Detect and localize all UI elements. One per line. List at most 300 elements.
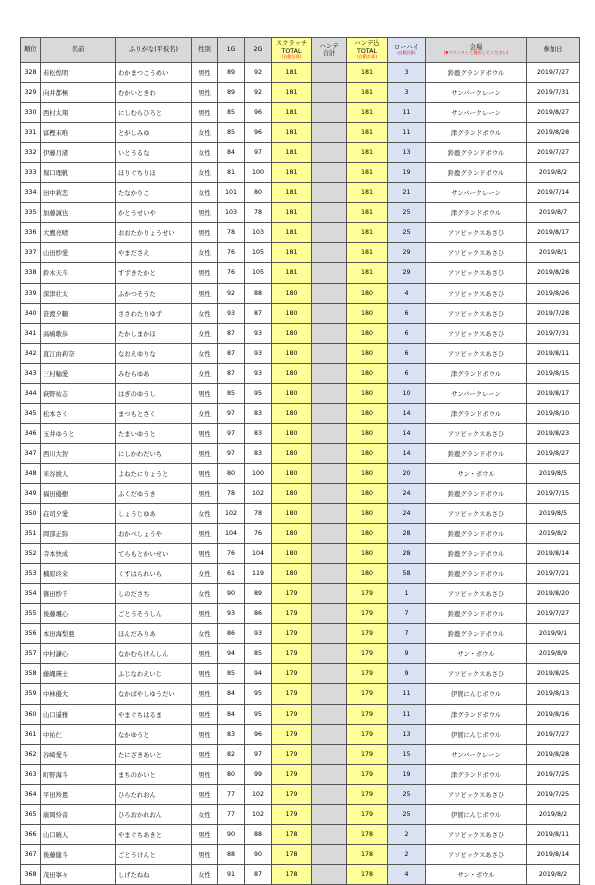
header-lowhigh-label: ローハイ [394,44,419,52]
cell-name: 寺本快成 [41,544,116,564]
cell-gender: 男性 [192,724,218,744]
cell-handicap-total [312,263,347,283]
cell-gender: 男性 [192,664,218,684]
cell-name: 向井都極 [41,83,116,103]
cell-lowhigh: 2 [388,844,426,864]
cell-lowhigh: 11 [388,123,426,143]
cell-handicap-total [312,684,347,704]
cell-scratch-total: 179 [272,584,312,604]
cell-gender: 男性 [192,203,218,223]
cell-gender: 男性 [192,764,218,784]
cell-handicap-total [312,784,347,804]
cell-2g: 93 [245,323,272,343]
header-venue-label: 会場 [469,43,483,51]
table-row [21,744,580,764]
cell-2g: 76 [245,524,272,544]
cell-scratch-total: 181 [272,103,312,123]
cell-rank: 341 [21,323,41,343]
cell-venue[interactable]: アソビックスあさひ [426,343,527,363]
cell-name: 楠原玲来 [41,564,116,584]
table-row [21,163,580,183]
cell-handicap-included-total: 180 [347,303,388,323]
cell-1g: 101 [218,183,245,203]
cell-1g: 80 [218,764,245,784]
cell-gender: 女性 [192,183,218,203]
cell-rank: 342 [21,343,41,363]
cell-2g: 78 [245,203,272,223]
cell-venue[interactable]: 鈴鹿グランドボウル [426,624,527,644]
cell-scratch-total: 180 [272,363,312,383]
table-row [21,604,580,624]
cell-venue[interactable]: サン・ボウル [426,864,527,884]
cell-1g: 83 [218,724,245,744]
header-date: 参加日 [527,38,580,63]
cell-venue[interactable]: サンバークレーン [426,383,527,403]
cell-venue[interactable]: 鈴鹿グランドボウル [426,564,527,584]
table-row [21,564,580,584]
cell-scratch-total: 180 [272,323,312,343]
cell-scratch-total: 179 [272,804,312,824]
cell-rank: 348 [21,463,41,483]
cell-venue[interactable]: 鈴鹿グランドボウル [426,143,527,163]
table-row [21,303,580,323]
cell-1g: 78 [218,483,245,503]
header-name: 名前 [41,38,116,63]
cell-venue[interactable]: サン・ボウル [426,463,527,483]
cell-rank: 328 [21,63,41,83]
cell-date: 2019/7/27 [527,604,580,624]
cell-2g: 96 [245,123,272,143]
cell-venue[interactable]: アソビックスあさひ [426,283,527,303]
cell-date: 2019/8/17 [527,383,580,403]
table-row [21,864,580,884]
cell-2g: 95 [245,704,272,724]
cell-furigana: ふじなわえいじ [116,664,192,684]
header-furigana: ふりがな(平仮名) [116,38,192,63]
cell-venue[interactable]: アソビックスあさひ [426,323,527,343]
cell-date: 2019/8/11 [527,343,580,363]
cell-venue[interactable]: 津グランドボウル [426,203,527,223]
cell-venue[interactable]: アソビックスあさひ [426,784,527,804]
cell-venue[interactable]: 津グランドボウル [426,764,527,784]
cell-name: 三村輸愛 [41,363,116,383]
cell-gender: 男性 [192,463,218,483]
cell-2g: 96 [245,724,272,744]
cell-handicap-included-total: 180 [347,463,388,483]
cell-furigana: むかいときわ [116,83,192,103]
cell-handicap-included-total: 180 [347,483,388,503]
cell-venue[interactable]: サンバークレーン [426,183,527,203]
cell-venue[interactable]: 鈴鹿グランドボウル [426,483,527,503]
cell-venue[interactable]: アソビックスあさひ [426,504,527,524]
cell-venue[interactable]: アソビックスあさひ [426,303,527,323]
cell-name: 中祐仁 [41,724,116,744]
cell-1g: 85 [218,383,245,403]
cell-gender: 女性 [192,584,218,604]
cell-furigana: ごとうそうしん [116,604,192,624]
cell-rank: 354 [21,584,41,604]
cell-name: 加藤誠也 [41,203,116,223]
cell-1g: 77 [218,804,245,824]
cell-date: 2019/8/25 [527,664,580,684]
cell-furigana: まつもとさく [116,403,192,423]
cell-venue[interactable]: アソビックスあさひ [426,664,527,684]
table-row [21,223,580,243]
cell-scratch-total: 180 [272,303,312,323]
cell-rank: 349 [21,483,41,503]
cell-2g: 93 [245,363,272,383]
cell-gender: 男性 [192,283,218,303]
cell-rank: 347 [21,443,41,463]
cell-venue[interactable]: 伊賀にんじボウル [426,804,527,824]
table-row [21,383,580,403]
cell-venue[interactable]: アソビックスあさひ [426,223,527,243]
cell-venue[interactable]: アソビックスあさひ [426,824,527,844]
cell-handicap-total [312,824,347,844]
cell-name: 山口暁人 [41,824,116,844]
cell-rank: 335 [21,203,41,223]
cell-furigana: ひらたれおん [116,784,192,804]
cell-handicap-total [312,123,347,143]
cell-rank: 363 [21,764,41,784]
cell-date: 2019/7/28 [527,303,580,323]
cell-gender: 女性 [192,403,218,423]
cell-furigana: なかむらけんしん [116,644,192,664]
cell-2g: 92 [245,83,272,103]
cell-gender: 男性 [192,684,218,704]
table-row [21,363,580,383]
cell-1g: 97 [218,443,245,463]
cell-handicap-included-total: 179 [347,764,388,784]
cell-rank: 351 [21,524,41,544]
cell-2g: 83 [245,423,272,443]
cell-2g: 93 [245,624,272,644]
header-gender: 性別 [192,38,218,63]
cell-handicap-included-total: 180 [347,504,388,524]
cell-name: 直江由莉奈 [41,343,116,363]
cell-2g: 105 [245,243,272,263]
cell-date: 2019/8/20 [527,584,580,604]
cell-1g: 85 [218,103,245,123]
cell-handicap-total [312,363,347,383]
cell-venue[interactable]: 津グランドボウル [426,123,527,143]
cell-date: 2019/7/21 [527,564,580,584]
cell-venue[interactable]: アソビックスあさひ [426,844,527,864]
cell-handicap-total [312,584,347,604]
cell-handicap-included-total: 180 [347,443,388,463]
cell-rank: 366 [21,824,41,844]
cell-1g: 97 [218,403,245,423]
table-row [21,544,580,564]
cell-1g: 89 [218,63,245,83]
cell-scratch-total: 181 [272,143,312,163]
cell-venue[interactable]: 鈴鹿グランドボウル [426,604,527,624]
cell-scratch-total: 180 [272,564,312,584]
cell-rank: 350 [21,504,41,524]
cell-scratch-total: 179 [272,704,312,724]
cell-date: 2019/8/14 [527,844,580,864]
cell-handicap-included-total: 181 [347,243,388,263]
table-row [21,504,580,524]
cell-venue[interactable]: 鈴鹿グランドボウル [426,163,527,183]
cell-handicap-total [312,183,347,203]
cell-venue[interactable]: 津グランドボウル [426,403,527,423]
cell-name: 平田羚恩 [41,784,116,804]
cell-rank: 346 [21,423,41,443]
cell-name: 笹渡夕鶴 [41,303,116,323]
cell-furigana: なかゆうと [116,724,192,744]
cell-furigana: ほんだみりあ [116,624,192,644]
cell-1g: 84 [218,143,245,163]
table-row [21,103,580,123]
cell-handicap-included-total: 179 [347,584,388,604]
cell-1g: 87 [218,343,245,363]
cell-1g: 85 [218,123,245,143]
cell-1g: 61 [218,564,245,584]
cell-gender: 男性 [192,644,218,664]
cell-1g: 104 [218,524,245,544]
header-handicap-sum-label: 合計 [322,50,336,57]
cell-gender: 男性 [192,263,218,283]
cell-2g: 88 [245,824,272,844]
cell-venue[interactable]: 伊賀にんじボウル [426,684,527,704]
cell-2g: 83 [245,403,272,423]
cell-handicap-total [312,63,347,83]
cell-handicap-total [312,443,347,463]
cell-1g: 88 [218,844,245,864]
header-2g: 2G [245,38,272,63]
cell-handicap-included-total: 181 [347,103,388,123]
table-row [21,844,580,864]
cell-date: 2019/8/14 [527,544,580,564]
cell-2g: 86 [245,604,272,624]
cell-handicap-total [312,203,347,223]
cell-name: 山口遥雅 [41,704,116,724]
cell-handicap-total [312,644,347,664]
cell-2g: 96 [245,103,272,123]
cell-scratch-total: 180 [272,504,312,524]
cell-venue[interactable]: サンバークレーン [426,103,527,123]
cell-rank: 329 [21,83,41,103]
cell-1g: 76 [218,243,245,263]
cell-furigana: たなかりこ [116,183,192,203]
cell-venue[interactable]: 鈴鹿グランドボウル [426,443,527,463]
cell-date: 2019/7/31 [527,323,580,343]
cell-venue[interactable]: アソビックスあさひ [426,423,527,443]
cell-handicap-total [312,483,347,503]
cell-2g: 88 [245,283,272,303]
cell-2g: 94 [245,664,272,684]
header-venue [426,38,527,63]
cell-name: 後藤颯心 [41,604,116,624]
cell-handicap-included-total: 179 [347,724,388,744]
cell-scratch-total: 179 [272,644,312,664]
cell-handicap-total [312,283,347,303]
cell-gender: 男性 [192,784,218,804]
cell-lowhigh: 24 [388,504,426,524]
cell-venue[interactable]: サンバークレーン [426,83,527,103]
cell-rank: 336 [21,223,41,243]
cell-handicap-total [312,524,347,544]
cell-venue[interactable]: 津グランドボウル [426,704,527,724]
cell-furigana: にしかわだいち [116,443,192,463]
cell-date: 2019/8/10 [527,403,580,423]
cell-date: 2019/8/2 [527,864,580,884]
cell-1g: 90 [218,584,245,604]
cell-name: 篠田紗千 [41,584,116,604]
cell-rank: 358 [21,664,41,684]
cell-rank: 368 [21,864,41,884]
cell-date: 2019/8/2 [527,163,580,183]
cell-date: 2019/8/5 [527,463,580,483]
cell-date: 2019/8/28 [527,263,580,283]
cell-rank: 345 [21,403,41,423]
cell-name: 福田優樹 [41,483,116,503]
cell-furigana: たにざきあいと [116,744,192,764]
cell-scratch-total: 180 [272,524,312,544]
cell-2g: 78 [245,504,272,524]
cell-gender: 男性 [192,63,218,83]
cell-handicap-total [312,624,347,644]
cell-scratch-total: 181 [272,223,312,243]
cell-handicap-total [312,163,347,183]
cell-gender: 男性 [192,704,218,724]
cell-venue[interactable]: 鈴鹿グランドボウル [426,544,527,564]
cell-venue[interactable]: サン・ボウル [426,644,527,664]
cell-1g: 90 [218,824,245,844]
table-row [21,83,580,103]
cell-handicap-total [312,383,347,403]
cell-lowhigh: 19 [388,163,426,183]
cell-handicap-total [312,564,347,584]
cell-lowhigh: 1 [388,584,426,604]
cell-lowhigh: 4 [388,283,426,303]
cell-handicap-included-total: 181 [347,63,388,83]
cell-gender: 男性 [192,524,218,544]
table-row [21,143,580,163]
cell-2g: 85 [245,644,272,664]
cell-scratch-total: 180 [272,383,312,403]
cell-1g: 84 [218,704,245,724]
cell-scratch-total: 180 [272,483,312,503]
cell-venue[interactable]: アソビックスあさひ [426,263,527,283]
cell-venue[interactable]: 伊賀にんじボウル [426,724,527,744]
cell-lowhigh: 25 [388,203,426,223]
cell-scratch-total: 179 [272,684,312,704]
cell-handicap-total [312,423,347,443]
cell-handicap-total [312,303,347,323]
cell-handicap-total [312,343,347,363]
cell-1g: 93 [218,303,245,323]
header-scratch-label: スクラッチ [275,40,308,48]
cell-1g: 78 [218,223,245,243]
cell-lowhigh: 28 [388,544,426,564]
cell-lowhigh: 15 [388,744,426,764]
cell-rank: 367 [21,844,41,864]
cell-2g: 89 [245,584,272,604]
cell-gender: 男性 [192,483,218,503]
cell-gender: 女性 [192,564,218,584]
cell-handicap-included-total: 181 [347,203,388,223]
cell-furigana: おおたかりょうせい [116,223,192,243]
cell-date: 2019/8/9 [527,644,580,664]
cell-venue[interactable]: 鈴鹿グランドボウル [426,63,527,83]
cell-scratch-total: 181 [272,243,312,263]
table-row [21,263,580,283]
cell-name: 本田海梨亜 [41,624,116,644]
cell-scratch-total: 180 [272,463,312,483]
cell-gender: 女性 [192,343,218,363]
cell-gender: 女性 [192,624,218,644]
cell-gender: 男性 [192,443,218,463]
cell-handicap-included-total: 181 [347,123,388,143]
cell-1g: 77 [218,784,245,804]
table-row [21,323,580,343]
header-scratch-note: (自動計算) [281,53,302,59]
cell-lowhigh: 58 [388,564,426,584]
cell-venue[interactable]: 鈴鹿グランドボウル [426,524,527,544]
cell-furigana: おかべしょうや [116,524,192,544]
cell-gender: 女性 [192,303,218,323]
cell-furigana: ひろおかれおん [116,804,192,824]
cell-scratch-total: 180 [272,544,312,564]
cell-scratch-total: 179 [272,724,312,744]
header-lowhigh [388,38,426,63]
cell-gender: 男性 [192,744,218,764]
cell-lowhigh: 2 [388,824,426,844]
cell-handicap-included-total: 180 [347,283,388,303]
cell-2g: 97 [245,744,272,764]
cell-handicap-included-total: 181 [347,223,388,243]
cell-1g: 91 [218,864,245,884]
cell-lowhigh: 24 [388,483,426,503]
cell-date: 2019/8/11 [527,824,580,844]
cell-2g: 83 [245,443,272,463]
cell-name: 茂田寧々 [41,864,116,884]
cell-scratch-total: 181 [272,123,312,143]
cell-2g: 97 [245,143,272,163]
cell-furigana: やまぐちはるま [116,704,192,724]
cell-lowhigh: 25 [388,804,426,824]
cell-2g: 95 [245,383,272,403]
cell-handicap-included-total: 181 [347,163,388,183]
cell-date: 2019/8/26 [527,283,580,303]
cell-rank: 361 [21,724,41,744]
header-handicap-included-total-label: TOTAL [357,47,377,55]
cell-date: 2019/8/13 [527,684,580,704]
table-row [21,283,580,303]
header-handicap-included-note: (自動計算) [356,53,378,59]
cell-gender: 女性 [192,123,218,143]
cell-furigana: ほりぐちりほ [116,163,192,183]
cell-2g: 80 [245,183,272,203]
cell-venue[interactable]: サンバークレーン [426,744,527,764]
cell-handicap-included-total: 178 [347,824,388,844]
cell-gender: 男性 [192,844,218,864]
cell-furigana: ごとうけんと [116,844,192,864]
cell-venue[interactable]: アソビックスあさひ [426,243,527,263]
cell-lowhigh: 29 [388,243,426,263]
table-row [21,63,580,83]
cell-gender: 女性 [192,143,218,163]
cell-handicap-total [312,704,347,724]
cell-rank: 360 [21,704,41,724]
cell-date: 2019/9/1 [527,624,580,644]
cell-gender: 男性 [192,223,218,243]
header-handicap-label: ハンデ [319,42,339,50]
cell-venue[interactable]: 津グランドボウル [426,363,527,383]
cell-venue[interactable]: アソビックスあさひ [426,584,527,604]
